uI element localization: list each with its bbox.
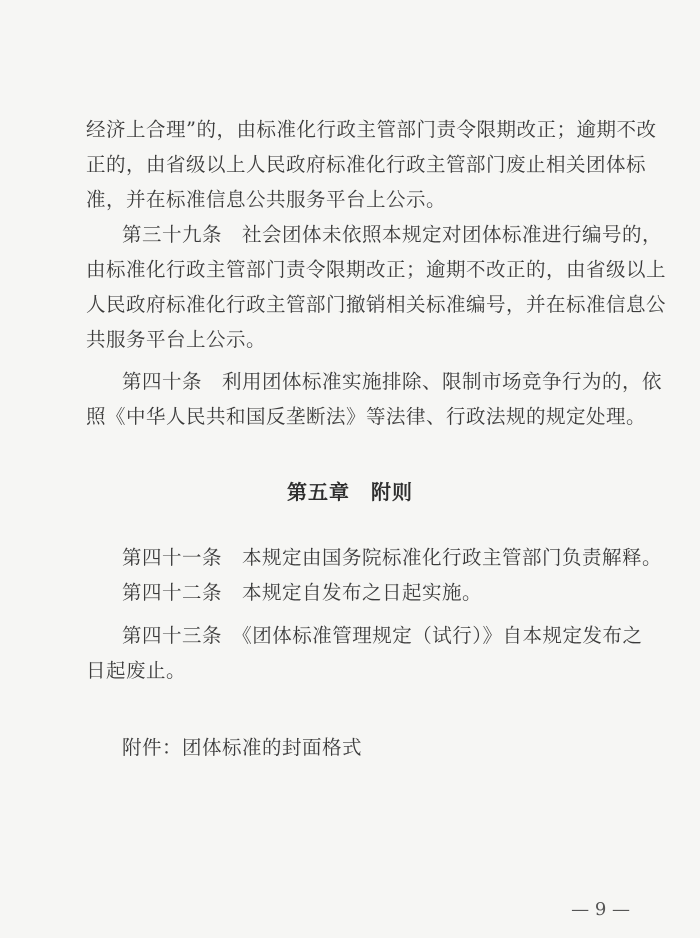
page-number: — 9 — (571, 899, 630, 920)
text-line: 照《中华人民共和国反垄断法》等法律、行政法规的规定处理。 (86, 405, 647, 428)
text-line: 由标准化行政主管部门责令限期改正；逾期不改正的，由省级以上 (86, 258, 667, 281)
article-41-line: 第四十一条 本规定由国务院标准化行政主管部门负责解释。 (122, 546, 663, 569)
article-40-line: 第四十条 利用团体标准实施排除、限制市场竞争行为的，依 (122, 370, 663, 393)
article-42-line: 第四十二条 本规定自发布之日起实施。 (122, 581, 483, 604)
article-39-line: 第三十九条 社会团体未依照本规定对团体标准进行编号的， (122, 223, 663, 246)
attachment-line: 附件：团体标准的封面格式 (122, 736, 363, 759)
text-line: 经济上合理”的，由标准化行政主管部门责令限期改正；逾期不改 (86, 118, 657, 141)
text-line: 共服务平台上公示。 (86, 328, 267, 351)
text-line: 日起废止。 (86, 659, 187, 682)
text-line: 准，并在标准信息公共服务平台上公示。 (86, 188, 447, 211)
article-43-line: 第四十三条 《团体标准管理规定（试行）》自本规定发布之 (122, 624, 643, 647)
chapter-title: 第五章 附则 (287, 480, 413, 504)
text-line: 人民政府标准化行政主管部门撤销相关标准编号，并在标准信息公 (86, 293, 667, 316)
text-line: 正的，由省级以上人民政府标准化行政主管部门废止相关团体标 (86, 153, 647, 176)
